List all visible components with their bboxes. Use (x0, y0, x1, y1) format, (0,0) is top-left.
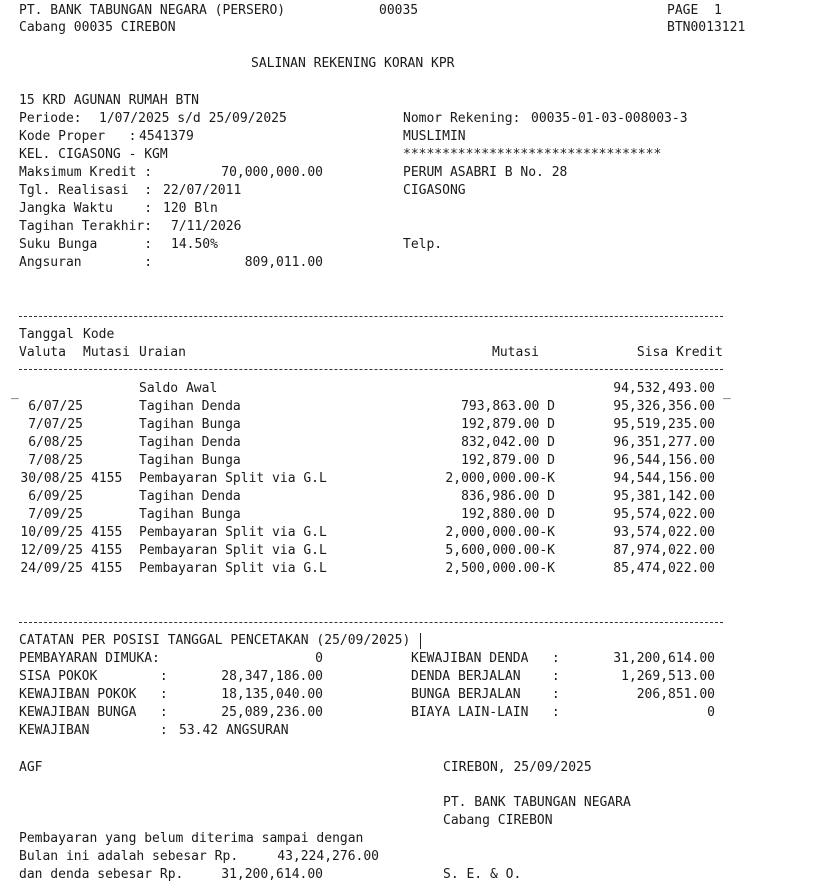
row-date: 6/08/25 (28, 435, 83, 450)
row-balance: 95,519,235.00 (613, 417, 715, 432)
telp-label: Telp. (403, 237, 443, 252)
row-balance: 95,381,142.00 (613, 489, 715, 504)
row-description: Pembayaran Split via G.L (139, 525, 327, 540)
divider-header (19, 369, 723, 370)
row-amount: 793,863.00 D (461, 399, 555, 414)
row-balance: 96,351,277.00 (613, 435, 715, 450)
note-line-1: Pembayaran yang belum diterima sampai dengan (19, 831, 364, 846)
catatan-left-value: 25,089,236.00 (221, 705, 323, 720)
row-amount: 192,879.00 D (461, 417, 555, 432)
row-code: 4155 (91, 561, 123, 576)
address-line-1: PERUM ASABRI B No. 28 (403, 165, 568, 180)
row-amount: 2,000,000.00-K (445, 471, 555, 486)
note-line-3-value: 31,200,614.00 (221, 867, 323, 882)
row-balance: 96,544,156.00 (613, 453, 715, 468)
col-kode: Kode (83, 327, 115, 342)
suku-bunga-label: Suku Bunga : (19, 237, 153, 252)
nomor-rekening-value: 00035-01-03-008003-3 (531, 111, 688, 126)
row-date: 6/07/25 (28, 399, 83, 414)
row-amount: 836,986.00 D (461, 489, 555, 504)
row-amount: 832,042.00 D (461, 435, 555, 450)
agf-code: AGF (19, 760, 43, 775)
row-description: Saldo Awal (139, 381, 218, 396)
catatan-left-value: 18,135,040.00 (221, 687, 323, 702)
row-date: 24/09/25 (20, 561, 83, 576)
row-date: 12/09/25 (20, 543, 83, 558)
row-balance: 94,532,493.00 (613, 381, 715, 396)
tagihan-terakhir-label: Tagihan Terakhir: (19, 219, 153, 234)
row-date: 6/09/25 (28, 489, 83, 504)
asterisk-line: ********************************* (403, 147, 662, 162)
row-code: 4155 (91, 525, 123, 540)
catatan-right-value: 0 (707, 705, 715, 720)
angsuran-value: 809,011.00 (244, 255, 323, 270)
row-date: 7/09/25 (28, 507, 83, 522)
col-valuta: Valuta (19, 345, 66, 360)
document-code: BTN0013121 (667, 20, 746, 35)
address-line-2: CIGASONG (403, 183, 466, 198)
row-description: Tagihan Denda (139, 435, 241, 450)
maksimum-kredit-value: 70,000,000.00 (221, 165, 323, 180)
catatan-left-label: SISA POKOK : (19, 669, 168, 684)
footer-branch: Cabang CIREBON (443, 813, 553, 828)
catatan-right-label: BUNGA BERJALAN : (411, 687, 560, 702)
branch-name: Cabang 00035 CIREBON (19, 20, 176, 35)
row-amount: 2,500,000.00-K (445, 561, 555, 576)
kewajiban-value: 53.42 ANGSURAN (179, 723, 289, 738)
col-mutasi-amount: Mutasi (492, 345, 539, 360)
tgl-realisasi-value: 22/07/2011 (163, 183, 242, 198)
divider-bottom (19, 622, 723, 623)
note-line-2-label: Bulan ini adalah sebesar Rp. (19, 849, 239, 864)
catatan-right-value: 206,851.00 (636, 687, 715, 702)
angsuran-label: Angsuran : (19, 255, 153, 270)
row-amount: 5,600,000.00-K (445, 543, 555, 558)
nomor-rekening-label: Nomor Rekening: (403, 111, 521, 126)
kode-proper-label: Kode Proper : (19, 129, 137, 144)
divider-top (19, 316, 723, 317)
row-date: 10/09/25 (20, 525, 83, 540)
catatan-right-value: 1,269,513.00 (621, 669, 715, 684)
row-description: Pembayaran Split via G.L (139, 543, 327, 558)
row-balance: 94,544,156.00 (613, 471, 715, 486)
jangka-waktu-value: 120 Bln (163, 201, 218, 216)
customer-name: MUSLIMIN (403, 129, 466, 144)
kewajiban-label: KEWAJIBAN : (19, 723, 168, 738)
row-description: Tagihan Denda (139, 489, 241, 504)
catatan-left-value: 28,347,186.00 (221, 669, 323, 684)
note-line-2-value: 43,224,276.00 (277, 849, 379, 864)
periode-label: Periode: (19, 111, 82, 126)
page-number: PAGE 1 (667, 3, 722, 18)
footer-bank: PT. BANK TABUNGAN NEGARA (443, 795, 631, 810)
row-description: Tagihan Bunga (139, 453, 241, 468)
col-sisa-kredit: Sisa Kredit (636, 345, 723, 360)
row-description: Pembayaran Split via G.L (139, 561, 327, 576)
row-amount: 192,879.00 D (461, 453, 555, 468)
row-marker-left: _ (11, 385, 19, 400)
row-amount: 2,000,000.00-K (445, 525, 555, 540)
tagihan-terakhir-value: 7/11/2026 (171, 219, 242, 234)
catatan-right-label: KEWAJIBAN DENDA : (411, 651, 560, 666)
row-amount: 192,880.00 D (461, 507, 555, 522)
row-date: 7/07/25 (28, 417, 83, 432)
note-line-3-label: dan denda sebesar Rp. (19, 867, 184, 882)
periode-value: 1/07/2025 s/d 25/09/2025 (99, 111, 287, 126)
product-name: 15 KRD AGUNAN RUMAH BTN (19, 93, 200, 108)
maksimum-kredit-label: Maksimum Kredit : (19, 165, 153, 180)
kode-proper-value: 4541379 (139, 129, 194, 144)
seo: S. E. & O. (443, 867, 522, 882)
row-description: Tagihan Bunga (139, 417, 241, 432)
catatan-right-value: 31,200,614.00 (613, 651, 715, 666)
jangka-waktu-label: Jangka Waktu : (19, 201, 153, 216)
row-marker-right: _ (723, 385, 731, 400)
row-balance: 85,474,022.00 (613, 561, 715, 576)
catatan-right-label: DENDA BERJALAN : (411, 669, 560, 684)
catatan-left-label: KEWAJIBAN POKOK : (19, 687, 168, 702)
place-date: CIREBON, 25/09/2025 (443, 760, 592, 775)
row-balance: 87,974,022.00 (613, 543, 715, 558)
row-balance: 93,574,022.00 (613, 525, 715, 540)
row-code: 4155 (91, 471, 123, 486)
catatan-left-value: 0 (315, 651, 323, 666)
row-code: 4155 (91, 543, 123, 558)
row-date: 7/08/25 (28, 453, 83, 468)
col-uraian: Uraian (139, 345, 186, 360)
catatan-right-label: BIAYA LAIN-LAIN : (411, 705, 560, 720)
row-date: 30/08/25 (20, 471, 83, 486)
tgl-realisasi-label: Tgl. Realisasi : (19, 183, 153, 198)
branch-code: 00035 (379, 3, 419, 18)
row-description: Pembayaran Split via G.L (139, 471, 327, 486)
row-description: Tagihan Bunga (139, 507, 241, 522)
page-title: SALINAN REKENING KORAN KPR (251, 56, 455, 71)
text-cursor (420, 633, 421, 649)
suku-bunga-value: 14.50% (171, 237, 218, 252)
catatan-left-label: KEWAJIBAN BUNGA : (19, 705, 168, 720)
row-description: Tagihan Denda (139, 399, 241, 414)
catatan-title: CATATAN PER POSISI TANGGAL PENCETAKAN (25/09/2025) (19, 633, 411, 648)
col-tanggal: Tanggal (19, 327, 74, 342)
catatan-left-label: PEMBAYARAN DIMUKA: (19, 651, 160, 666)
col-mutasi: Mutasi (83, 345, 130, 360)
kelurahan: KEL. CIGASONG - KGM (19, 147, 168, 162)
bank-name: PT. BANK TABUNGAN NEGARA (PERSERO) (19, 3, 286, 18)
row-balance: 95,574,022.00 (613, 507, 715, 522)
row-balance: 95,326,356.00 (613, 399, 715, 414)
